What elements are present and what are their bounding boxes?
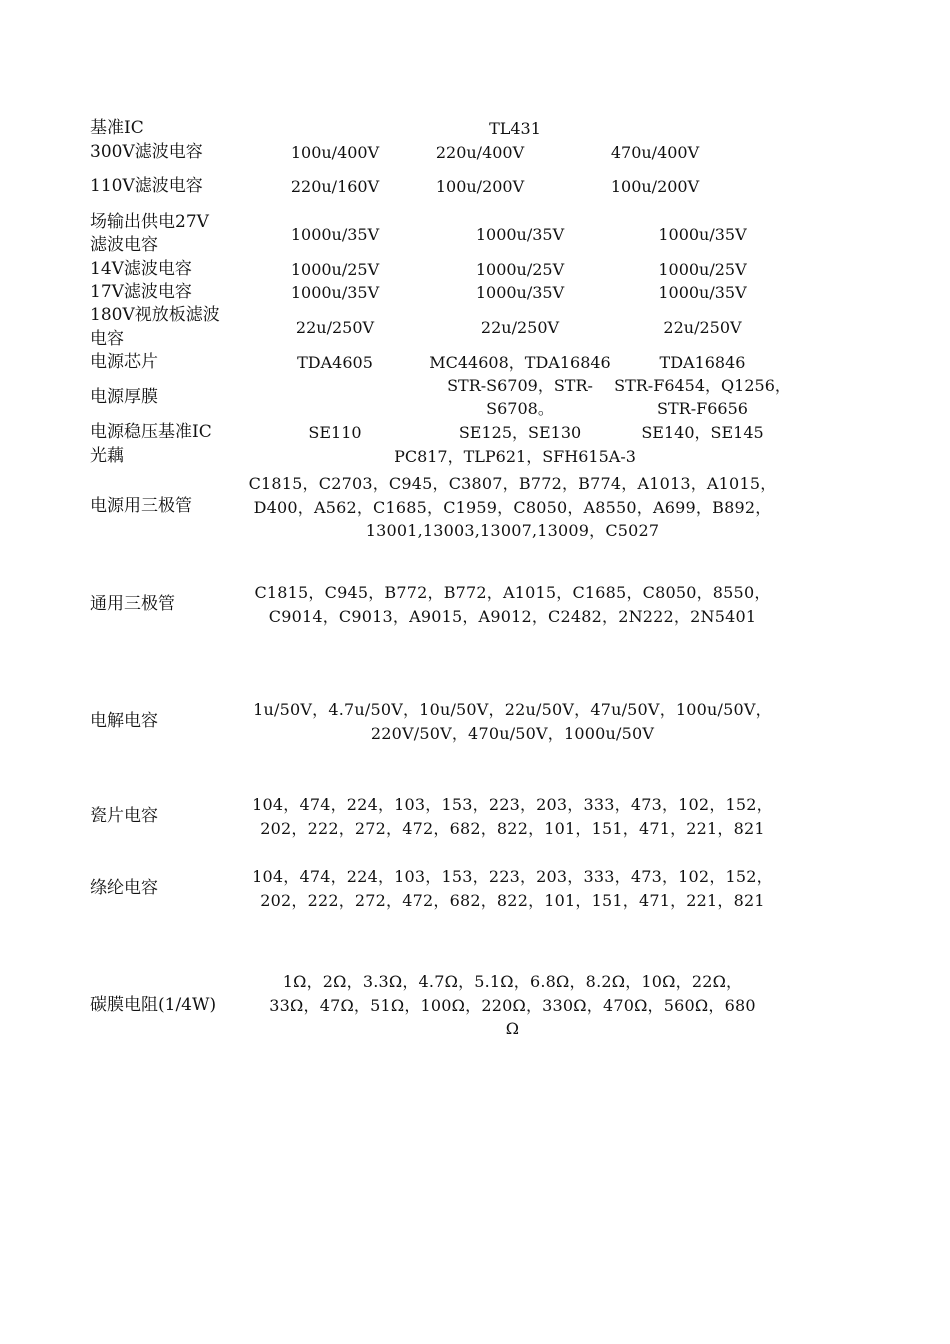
value-line: C9014，C9013，A9015，A9012，C2482，2N222，2N5401 (268, 606, 757, 626)
value-line: 104，474，224，103，153，223，203，333，473，102，152， (252, 795, 773, 814)
cell-col3-line1: STR-F6454，Q1256， (614, 376, 791, 395)
cell-col3: 1000u/35V (658, 283, 747, 302)
cell-col2: 100u/200V (435, 177, 525, 196)
value-block (240, 793, 785, 840)
row-value: PC817，TLP621，SFH615A-3 (394, 447, 636, 466)
cell-col2: 1000u/35V (475, 283, 565, 302)
cell-col3: 1000u/35V (658, 225, 747, 244)
row-label-line1: 180V视放板滤波 (90, 305, 220, 325)
value-line: 13001,13003,13007,13009，C5027 (365, 521, 660, 540)
value-line: 33Ω，47Ω，51Ω，100Ω，220Ω，330Ω，470Ω，560Ω，680 (269, 995, 756, 1015)
row-label: 电解电容 (90, 711, 158, 731)
value-line: Ω (505, 1019, 520, 1038)
row-label: 14V滤波电容 (90, 259, 192, 279)
cell-col3: SE140，SE145 (641, 423, 764, 442)
value-line: 104，474，224，103，153，223，203，333，473，102，152， (252, 867, 773, 886)
cell-col2-line1: STR-S6709，STR- (447, 376, 593, 395)
value-line: 1Ω，2Ω，3.3Ω，4.7Ω，5.1Ω，6.8Ω，8.2Ω，10Ω，22Ω， (282, 972, 743, 991)
row-label: 电源芯片 (90, 352, 158, 372)
cell-col3: 22u/250V (663, 318, 742, 337)
row-label: 17V滤波电容 (90, 282, 192, 302)
cell-col1: 100u/400V (290, 143, 380, 162)
cell-col2: 1000u/25V (475, 260, 565, 279)
row-label: 通用三极管 (90, 594, 175, 614)
cell-col2: 1000u/35V (475, 225, 565, 244)
row-label: 300V滤波电容 (90, 142, 203, 162)
cell-col1: SE110 (308, 423, 362, 442)
cell-col3: TDA16846 (659, 353, 746, 372)
value-line: 1u/50V，4.7u/50V，10u/50V，22u/50V，47u/50V，100u/50V， (253, 700, 772, 719)
row-label: 基准IC (90, 118, 144, 138)
row-label-line1: 场输出供电27V (90, 212, 209, 232)
row-label: 碳膜电阻(1/4W) (90, 995, 217, 1015)
value-line: C1815，C945，B772，B772，A1015，C1685，C8050，8550， (254, 583, 771, 602)
cell-col1: 22u/250V (295, 318, 375, 337)
cell-col1: TDA4605 (297, 353, 373, 372)
value-block (240, 581, 785, 628)
row-label: 110V滤波电容 (90, 176, 203, 196)
cell-col2: MC44608，TDA16846 (429, 353, 611, 372)
value-line: 202，222，272，472，682，822，101，151，471，221，821 (260, 818, 765, 838)
row-label: 电源厚膜 (90, 387, 158, 407)
cell-col2-line2: S6708。 (486, 399, 554, 418)
value-line: 220V/50V，470u/50V，1000u/50V (370, 723, 655, 743)
cell-col1: 1000u/25V (290, 260, 380, 279)
row-label: 瓷片电容 (90, 806, 158, 826)
value-line: D400，A562，C1685，C1959，C8050，A8550，A699，B892， (253, 497, 772, 517)
value-line: 202，222，272，472，682，822，101，151，471，221，821 (260, 890, 765, 910)
cell-col3-line2: STR-F6656 (657, 399, 748, 418)
value-block (240, 865, 785, 912)
cell-col3: 100u/200V (610, 177, 700, 196)
value-block (240, 698, 785, 745)
value-line: C1815，C2703，C945，C3807，B772，B774，A1013，A1015， (248, 474, 777, 493)
cell-col2: 220u/400V (435, 143, 525, 162)
cell-col2: SE125，SE130 (458, 423, 582, 442)
cell-col1: 1000u/35V (290, 225, 380, 244)
cell-col2: 22u/250V (480, 318, 560, 337)
row-label: 电源用三极管 (90, 496, 192, 516)
value-block (240, 472, 785, 543)
cell-col3: 470u/400V (610, 143, 700, 162)
value-block (240, 970, 785, 1041)
row-label-line2: 电容 (90, 329, 124, 349)
row-value: TL431 (489, 119, 541, 138)
row-label: 电源稳压基准IC (90, 422, 212, 442)
cell-col3: 1000u/25V (658, 260, 747, 279)
cell-col1: 220u/160V (290, 177, 380, 196)
row-label: 绦纶电容 (90, 878, 158, 898)
cell-col1: 1000u/35V (290, 283, 380, 302)
row-label-line2: 滤波电容 (90, 235, 158, 255)
row-label: 光藕 (90, 446, 124, 466)
